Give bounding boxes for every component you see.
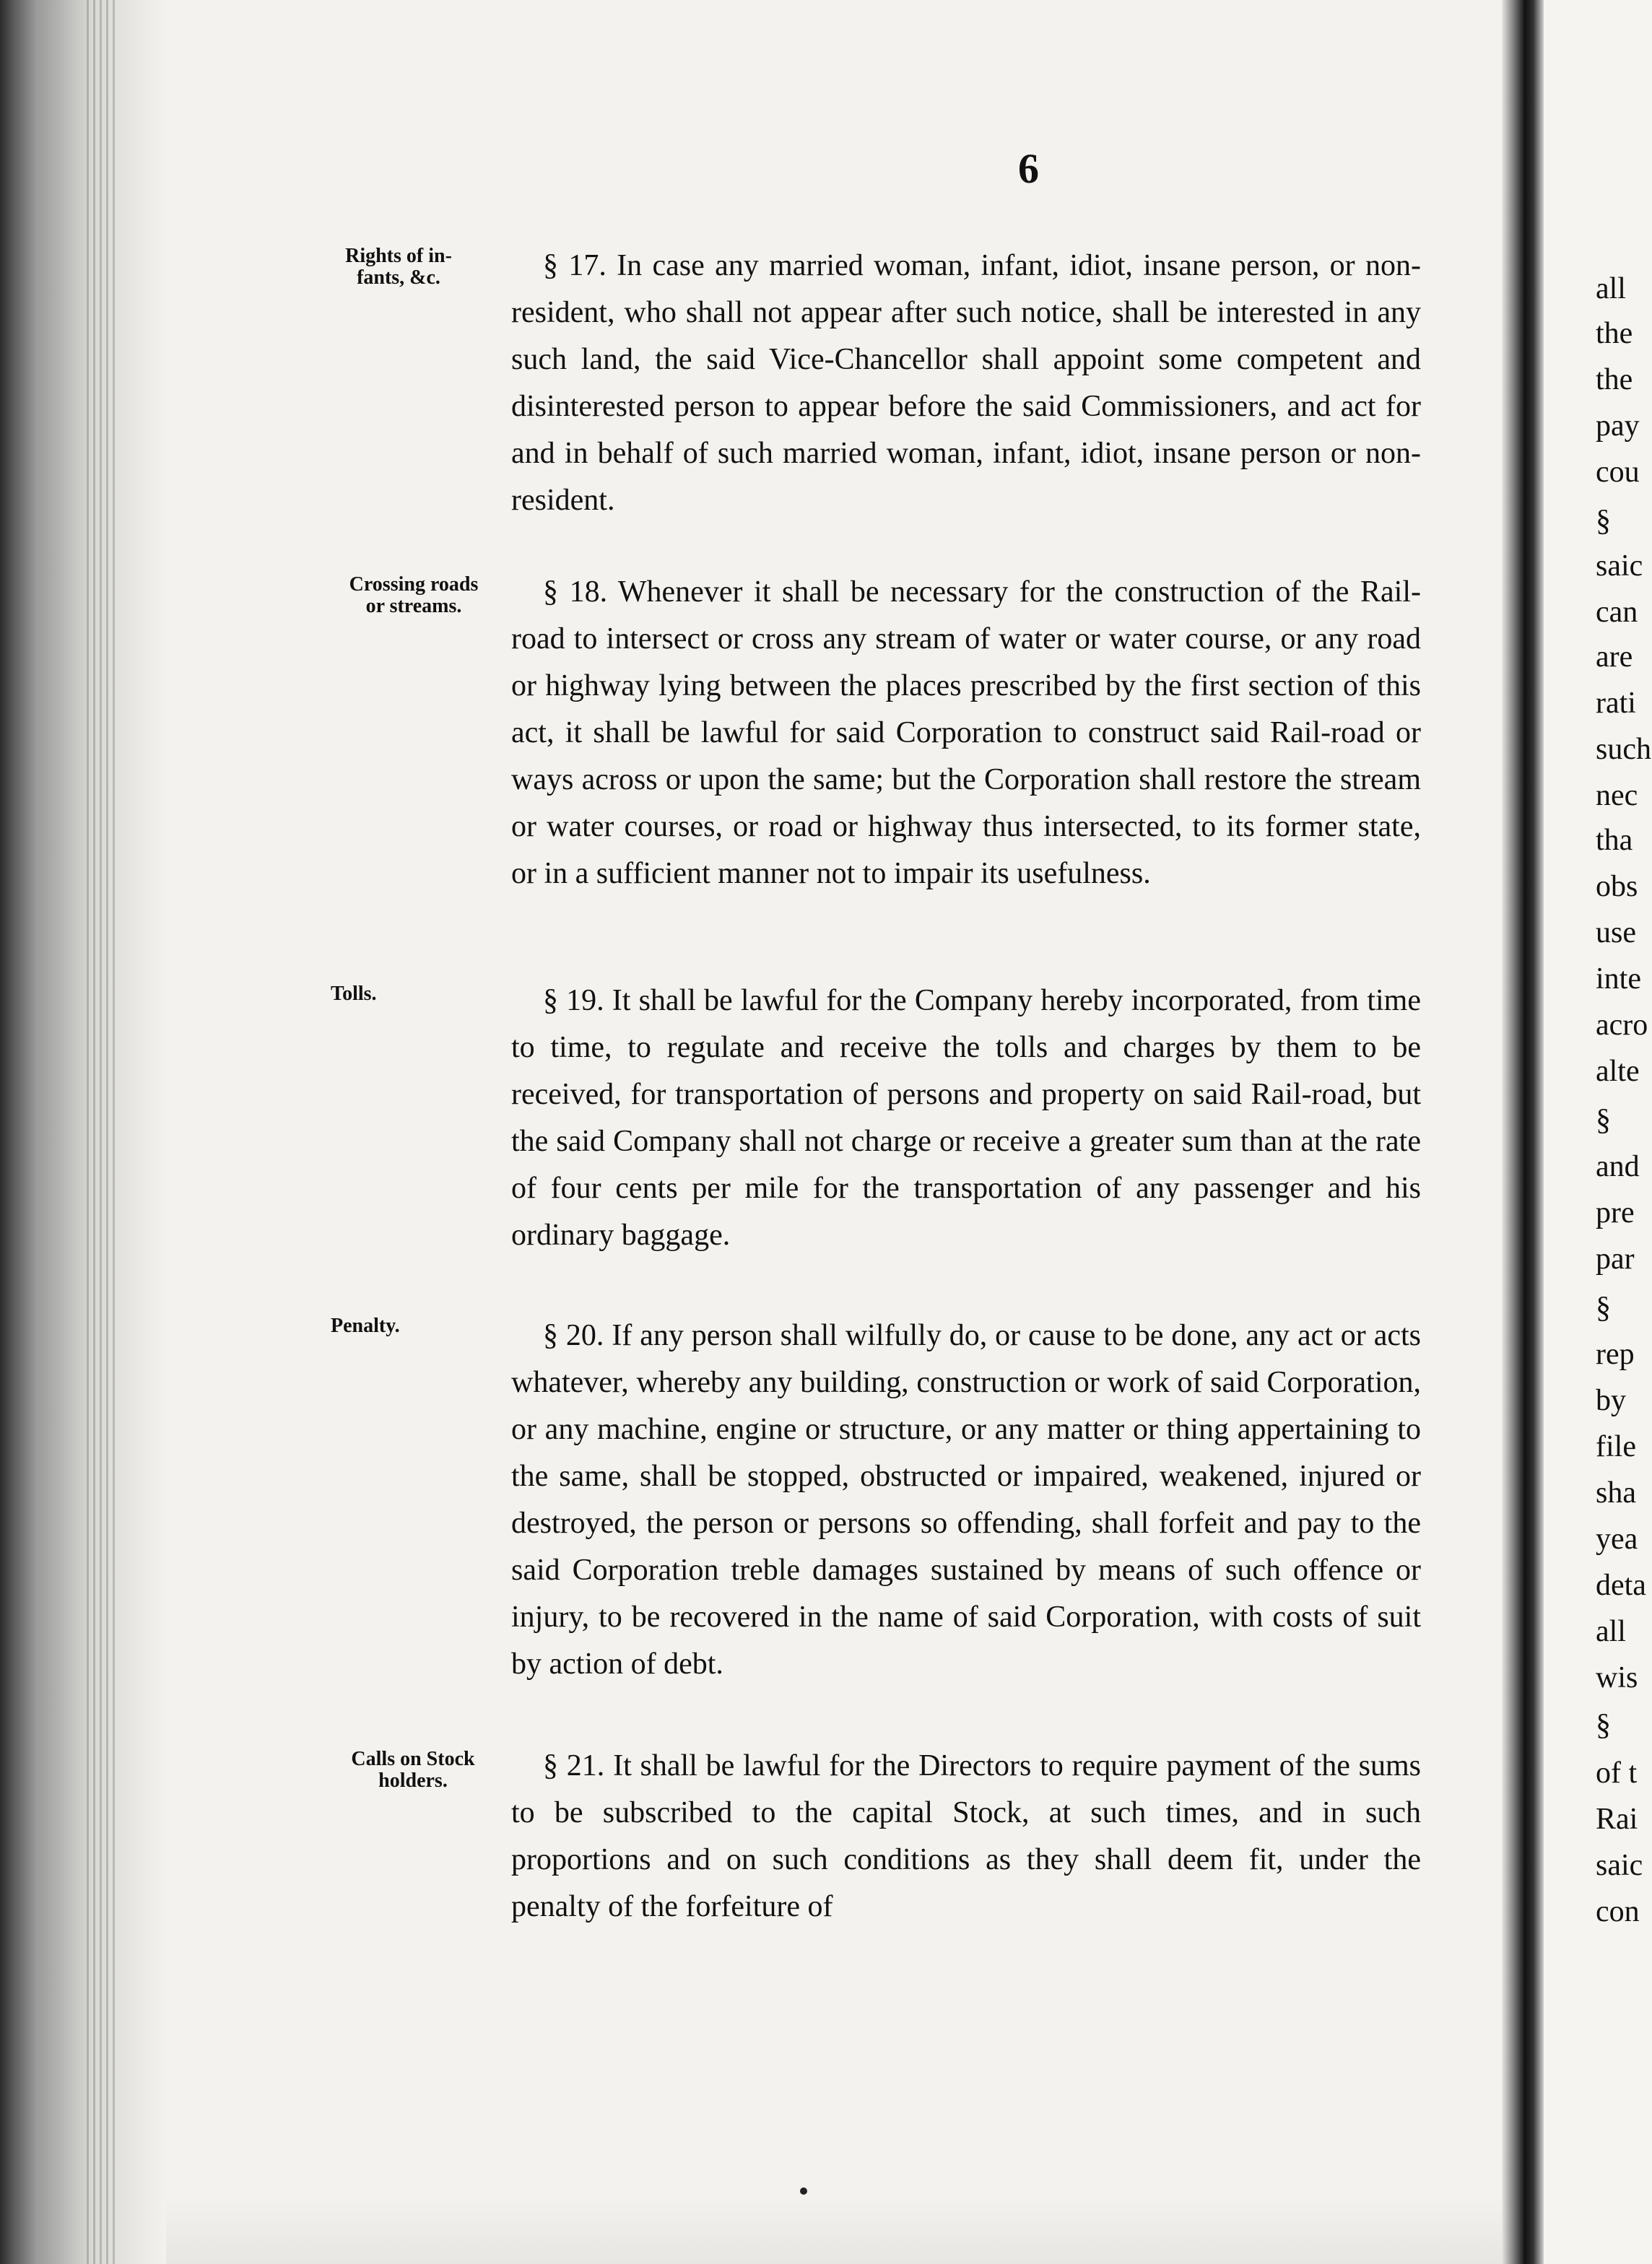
section-text: § 19. It shall be lawful for the Company hereby incorporated, from time to time, to regulate and receive the tolls and charges by them to be received, for transportation of persons and property on said Rail-road, but the said Company shall not charge or receive a greater sum than at the rate of four cents per mile for the transportation of any passenger and his ordinary baggage. (511, 984, 1421, 1252)
facing-page-fragment: are (1596, 640, 1633, 674)
section-19 (511, 978, 1421, 1259)
facing-page-fragment: rati (1596, 687, 1636, 720)
facing-page-fragment: file (1596, 1430, 1636, 1463)
bottom-shadow (166, 2195, 1502, 2264)
section-text: § 17. In case any married woman, infant, idiot, insane person, or non-resident, who shall not appear after such notice, shall be interested in any such land, the said Vice-Chancellor shall appoint some competent and disinterested person to appear before the said Commissioners, and act for and in behalf of such married woman, infant, idiot, insane person or non-resident. (511, 249, 1421, 517)
facing-page-fragment: tha (1596, 824, 1633, 857)
facing-page-fragment: par (1596, 1242, 1635, 1276)
facing-page-fragment: all (1596, 1615, 1626, 1648)
facing-page-fragment: and (1596, 1150, 1640, 1183)
facing-page-fragment: alte (1596, 1055, 1640, 1088)
facing-page-fragment: saic (1596, 1849, 1643, 1882)
section-text: § 21. It shall be lawful for the Directors to require payment of the sums to be subscribed to the capital Stock, at such times, and in such proportions and on such conditions as they shall deem fit, under the penalty of the forfeiture of (511, 1749, 1421, 1923)
facing-page-fragment: such (1596, 733, 1651, 766)
page-gutter (1502, 0, 1544, 2264)
facing-page-fragment: sha (1596, 1476, 1636, 1510)
page-number: 6 (1018, 145, 1040, 192)
facing-page-fragment: acro (1596, 1009, 1648, 1042)
facing-page-fragment: can (1596, 596, 1638, 629)
facing-page-fragment: rep (1596, 1338, 1635, 1371)
facing-page-fragment: § (1596, 1104, 1611, 1137)
facing-page-fragment: saic (1596, 549, 1643, 583)
facing-page-fragment: § (1596, 505, 1611, 538)
ink-spot (800, 2187, 807, 2195)
facing-page-fragment: all (1596, 272, 1626, 305)
facing-page-fragment: pay (1596, 409, 1640, 443)
margin-note-text: Tolls. (331, 983, 377, 1005)
margin-note-penalty (331, 1315, 417, 1337)
facing-page-fragment: § (1596, 1709, 1611, 1742)
facing-page-fragment: Rai (1596, 1803, 1638, 1836)
binding-texture (87, 0, 116, 2264)
facing-page-fragment: con (1596, 1895, 1640, 1928)
binding-edge (0, 0, 166, 2264)
facing-page-fragment: § (1596, 1292, 1611, 1325)
margin-note-text: Crossing roads or streams. (349, 573, 479, 617)
margin-note-calls-on-stockholders (326, 1749, 500, 1792)
margin-note-rights-of-infants (334, 245, 464, 289)
facing-page-fragment: inte (1596, 962, 1641, 996)
facing-page-fragment: wis (1596, 1661, 1638, 1694)
main-page (166, 0, 1502, 2264)
section-21 (511, 1743, 1421, 1930)
section-18 (511, 569, 1421, 897)
facing-page-fragment: by (1596, 1384, 1626, 1417)
margin-note-text: Calls on Stock holders. (351, 1748, 475, 1792)
facing-page-fragment: pre (1596, 1196, 1635, 1229)
margin-note-tolls (331, 983, 388, 1005)
facing-page-fragment: use (1596, 916, 1636, 949)
margin-note-text: Rights of in- fants, &c. (345, 245, 452, 289)
section-17 (511, 243, 1421, 524)
section-text: § 20. If any person shall wilfully do, or cause to be done, any act or acts whatever, whereby any building, construction or work of said Corporation, or any machine, engine or structure, or any matter or thing appertaining to the same, shall be stopped, obstructed or impaired, weakened, injured or destroyed, the person or persons so offending, shall forfeit and pay to the said Corporation treble damages sustained by means of such offence or injury, to be recovered in the name of said Corporation, with costs of suit by action of debt. (511, 1319, 1421, 1681)
facing-page-fragment: the (1596, 317, 1633, 350)
facing-page-fragment: obs (1596, 870, 1638, 903)
facing-page-fragment: yea (1596, 1523, 1638, 1556)
facing-page-fragment: of t (1596, 1756, 1638, 1790)
margin-note-text: Penalty. (331, 1315, 400, 1337)
section-text: § 18. Whenever it shall be necessary for the construction of the Rail-road to intersect or cross any stream of water or water course, or any road or highway lying between the places prescribed by the first section of this act, it shall be lawful for said Corporation to construct said Rail-road or ways across or upon the same; but the Corporation shall restore the stream or water courses, or road or highway thus intersected, to its former state, or in a sufficient manner not to impair its usefulness. (511, 575, 1421, 890)
facing-page-fragment: the (1596, 363, 1633, 396)
section-20 (511, 1312, 1421, 1688)
facing-page-fragment: nec (1596, 779, 1638, 812)
facing-page-fragment: deta (1596, 1569, 1646, 1602)
margin-note-crossing-roads (331, 574, 497, 617)
facing-page-fragment: cou (1596, 456, 1640, 489)
